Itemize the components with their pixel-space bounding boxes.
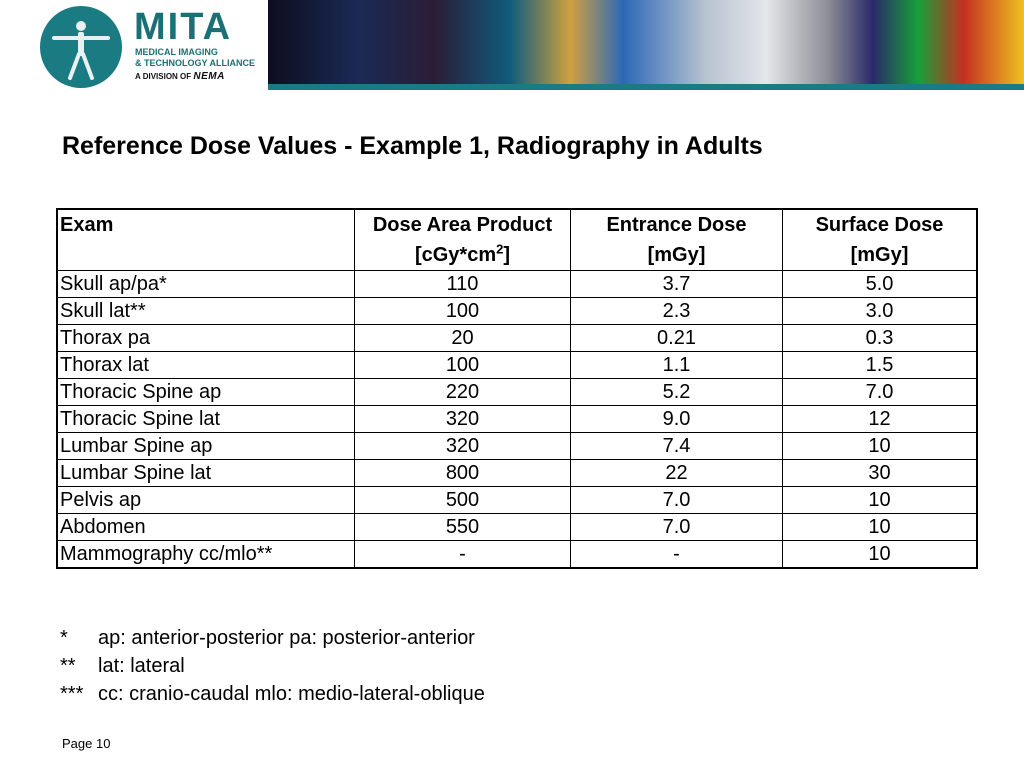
vitruvian-figure-icon (40, 6, 122, 88)
exam-cell: Skull ap/pa* (57, 271, 355, 298)
exam-cell: Mammography cc/mlo** (57, 541, 355, 569)
footnotes (60, 624, 485, 708)
footnote-marker: * (60, 627, 68, 649)
column-header-surface-dose (783, 209, 978, 271)
table-row (57, 433, 977, 460)
table-row (57, 325, 977, 352)
footnote-text: cc: cranio-caudal mlo: medio-lateral-oblique (98, 683, 485, 705)
exam-cell: Thoracic Spine ap (57, 379, 355, 406)
dose-area-product-cell: 500 (355, 487, 571, 514)
table-body (57, 271, 977, 569)
footnote (60, 652, 485, 680)
dose-area-product-cell: 110 (355, 271, 571, 298)
surface-dose-cell: 10 (783, 433, 978, 460)
dose-area-product-cell: 800 (355, 460, 571, 487)
page-title: Reference Dose Values - Example 1, Radiography in Adults (62, 132, 763, 160)
table-row (57, 541, 977, 569)
vitruvian-man-logo-icon (40, 6, 122, 88)
division-name: NEMA (193, 71, 225, 82)
exam-cell: Lumbar Spine lat (57, 460, 355, 487)
exam-cell: Thoracic Spine lat (57, 406, 355, 433)
dose-area-product-cell: 220 (355, 379, 571, 406)
column-header-label: Dose Area Product (372, 214, 553, 236)
table-row (57, 406, 977, 433)
dose-area-product-cell: 100 (355, 352, 571, 379)
column-header-unit: [mGy] (647, 244, 706, 266)
table-header-row (57, 209, 977, 271)
banner-accent-band (268, 84, 1024, 90)
entrance-dose-cell: 9.0 (571, 406, 783, 433)
entrance-dose-cell: 2.3 (571, 298, 783, 325)
exam-cell: Skull lat** (57, 298, 355, 325)
table-row (57, 460, 977, 487)
entrance-dose-cell: 5.2 (571, 379, 783, 406)
brand-line-1: MEDICAL IMAGING (135, 47, 218, 57)
surface-dose-cell: 30 (783, 460, 978, 487)
unit-text: [cGy*cm (414, 244, 497, 266)
reference-dose-table (56, 208, 978, 569)
column-header-exam (57, 209, 355, 271)
column-header-label: Surface Dose (815, 214, 944, 236)
exam-cell: Abdomen (57, 514, 355, 541)
footnote-text: ap: anterior-posterior pa: posterior-anterior (98, 627, 475, 649)
dose-area-product-cell: 320 (355, 433, 571, 460)
entrance-dose-cell: 22 (571, 460, 783, 487)
surface-dose-cell: 10 (783, 514, 978, 541)
table-row (57, 271, 977, 298)
entrance-dose-cell: 7.4 (571, 433, 783, 460)
division-prefix: A DIVISION OF (135, 72, 192, 81)
medical-imaging-banner (268, 0, 1024, 84)
surface-dose-cell: 10 (783, 487, 978, 514)
entrance-dose-cell: 7.0 (571, 514, 783, 541)
exam-cell: Thorax lat (57, 352, 355, 379)
entrance-dose-cell: 7.0 (571, 487, 783, 514)
entrance-dose-cell: 0.21 (571, 325, 783, 352)
surface-dose-cell: 7.0 (783, 379, 978, 406)
exam-cell: Lumbar Spine ap (57, 433, 355, 460)
unit-superscript: 2 (496, 241, 504, 257)
surface-dose-cell: 0.3 (783, 325, 978, 352)
column-header-unit (357, 240, 568, 270)
dose-area-product-cell: 550 (355, 514, 571, 541)
footnote (60, 680, 485, 708)
entrance-dose-cell: 3.7 (571, 271, 783, 298)
column-header-label: Entrance Dose (606, 214, 747, 236)
surface-dose-cell: 1.5 (783, 352, 978, 379)
surface-dose-cell: 12 (783, 406, 978, 433)
table-row (57, 352, 977, 379)
column-header-entrance-dose (571, 209, 783, 271)
column-header-unit: [mGy] (850, 244, 909, 266)
surface-dose-cell: 5.0 (783, 271, 978, 298)
table-row (57, 487, 977, 514)
column-header-dose-area-product (355, 209, 571, 271)
exam-cell: Thorax pa (57, 325, 355, 352)
dose-area-product-cell: 100 (355, 298, 571, 325)
surface-dose-cell: 10 (783, 541, 978, 569)
header (0, 0, 1024, 92)
exam-cell: Pelvis ap (57, 487, 355, 514)
dose-area-product-cell: 20 (355, 325, 571, 352)
dose-area-product-cell: - (355, 541, 571, 569)
dose-area-product-cell: 320 (355, 406, 571, 433)
column-header-label: Exam (60, 214, 114, 236)
footnote-marker: *** (60, 683, 84, 705)
table-row (57, 298, 977, 325)
page-number: Page 10 (62, 736, 111, 751)
entrance-dose-cell: 1.1 (571, 352, 783, 379)
surface-dose-cell: 3.0 (783, 298, 978, 325)
unit-text-end: ] (503, 244, 511, 266)
table-row (57, 514, 977, 541)
division-label (135, 71, 225, 82)
table-row (57, 379, 977, 406)
entrance-dose-cell: - (571, 541, 783, 569)
brand-name: MITA (134, 6, 233, 48)
footnote-text: lat: lateral (98, 655, 185, 677)
footnote (60, 624, 485, 652)
brand-line-2: & TECHNOLOGY ALLIANCE (135, 58, 256, 68)
footnote-marker: ** (60, 655, 76, 677)
